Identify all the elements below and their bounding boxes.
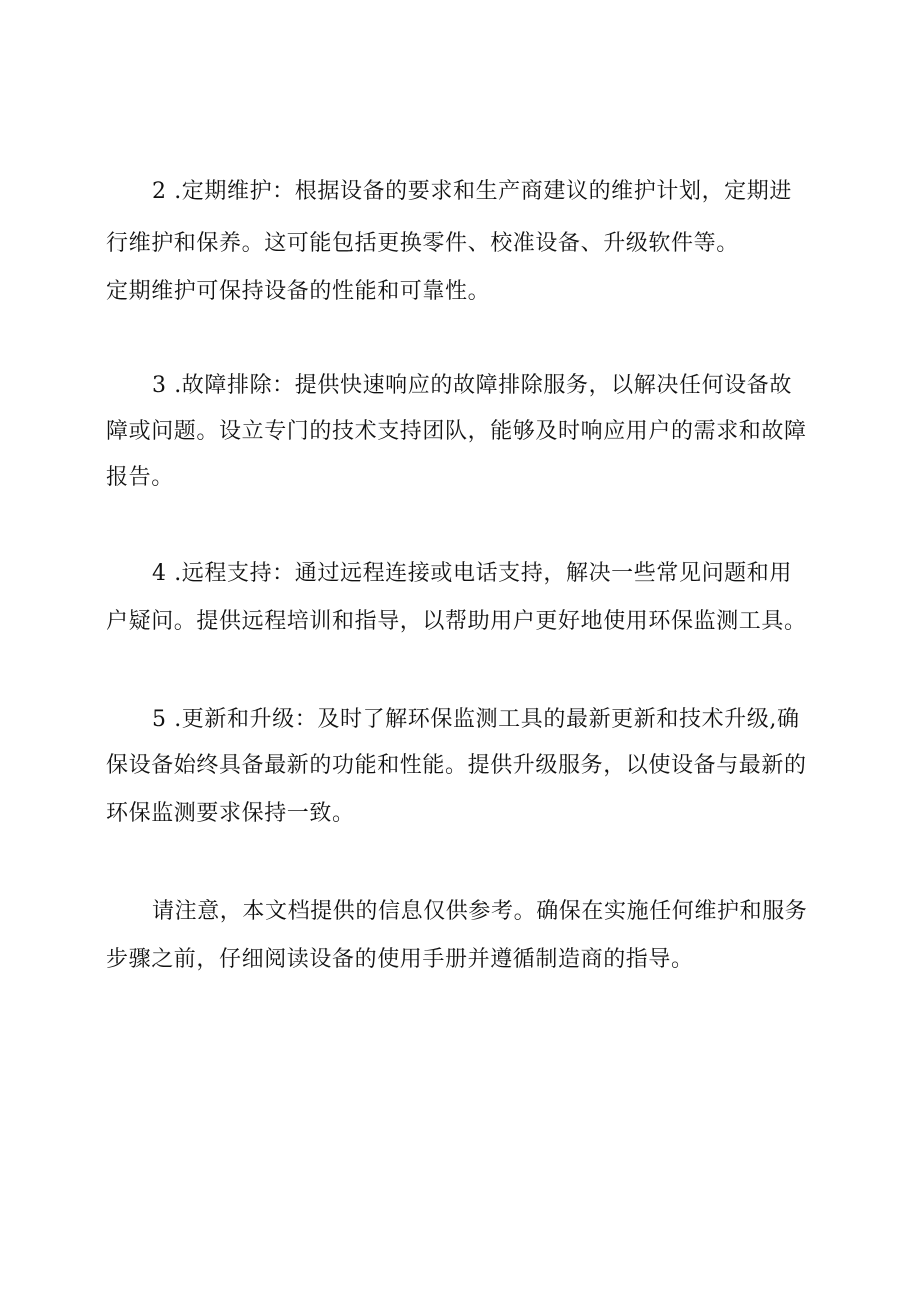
- paragraph-5-line-3: [106, 800, 866, 828]
- text: 报告。: [106, 465, 174, 490]
- paragraph-3-line-2: [106, 418, 866, 446]
- note-line-1: [152, 898, 852, 926]
- text: 请注意，本文档提供的信息仅供参考。确保在实施任何维护和服务: [152, 899, 808, 924]
- paragraph-5-line-1: [152, 706, 852, 734]
- paragraph-4-line-2: [106, 608, 866, 636]
- paragraph-2-line-1: [152, 178, 852, 206]
- text: 4 .远程支持：通过远程连接或电话支持，解决一些常见问题和用: [152, 561, 792, 586]
- text: 2 .定期维护：根据设备的要求和生产商建议的维护计划，定期进: [152, 179, 792, 204]
- text: 户疑问。提供远程培训和指导，以帮助用户更好地使用环保监测工具。: [106, 609, 807, 634]
- text: 环保监测要求保持一致。: [106, 801, 355, 826]
- text: 5 .更新和升级：及时了解环保监测工具的最新更新和技术升级,确: [152, 707, 800, 732]
- text: 定期维护可保持设备的性能和可靠性。: [106, 279, 491, 304]
- paragraph-3-line-1: [152, 372, 852, 400]
- paragraph-2-line-3: [106, 278, 866, 306]
- text: 保设备始终具备最新的功能和性能。提供升级服务，以使设备与最新的: [106, 753, 807, 778]
- text: 3 .故障排除：提供快速响应的故障排除服务，以解决任何设备故: [152, 373, 792, 398]
- text: 行维护和保养。这可能包括更换零件、校准设备、升级软件等。: [106, 231, 739, 256]
- paragraph-5-line-2: [106, 752, 866, 780]
- paragraph-4-line-1: [152, 560, 852, 588]
- text: 障或问题。设立专门的技术支持团队，能够及时响应用户的需求和故障: [106, 419, 807, 444]
- paragraph-3-line-3: [106, 464, 866, 492]
- text: 步骤之前，仔细阅读设备的使用手册并遵循制造商的指导。: [106, 947, 694, 972]
- note-line-2: [106, 946, 866, 974]
- paragraph-2-line-2: [106, 230, 866, 258]
